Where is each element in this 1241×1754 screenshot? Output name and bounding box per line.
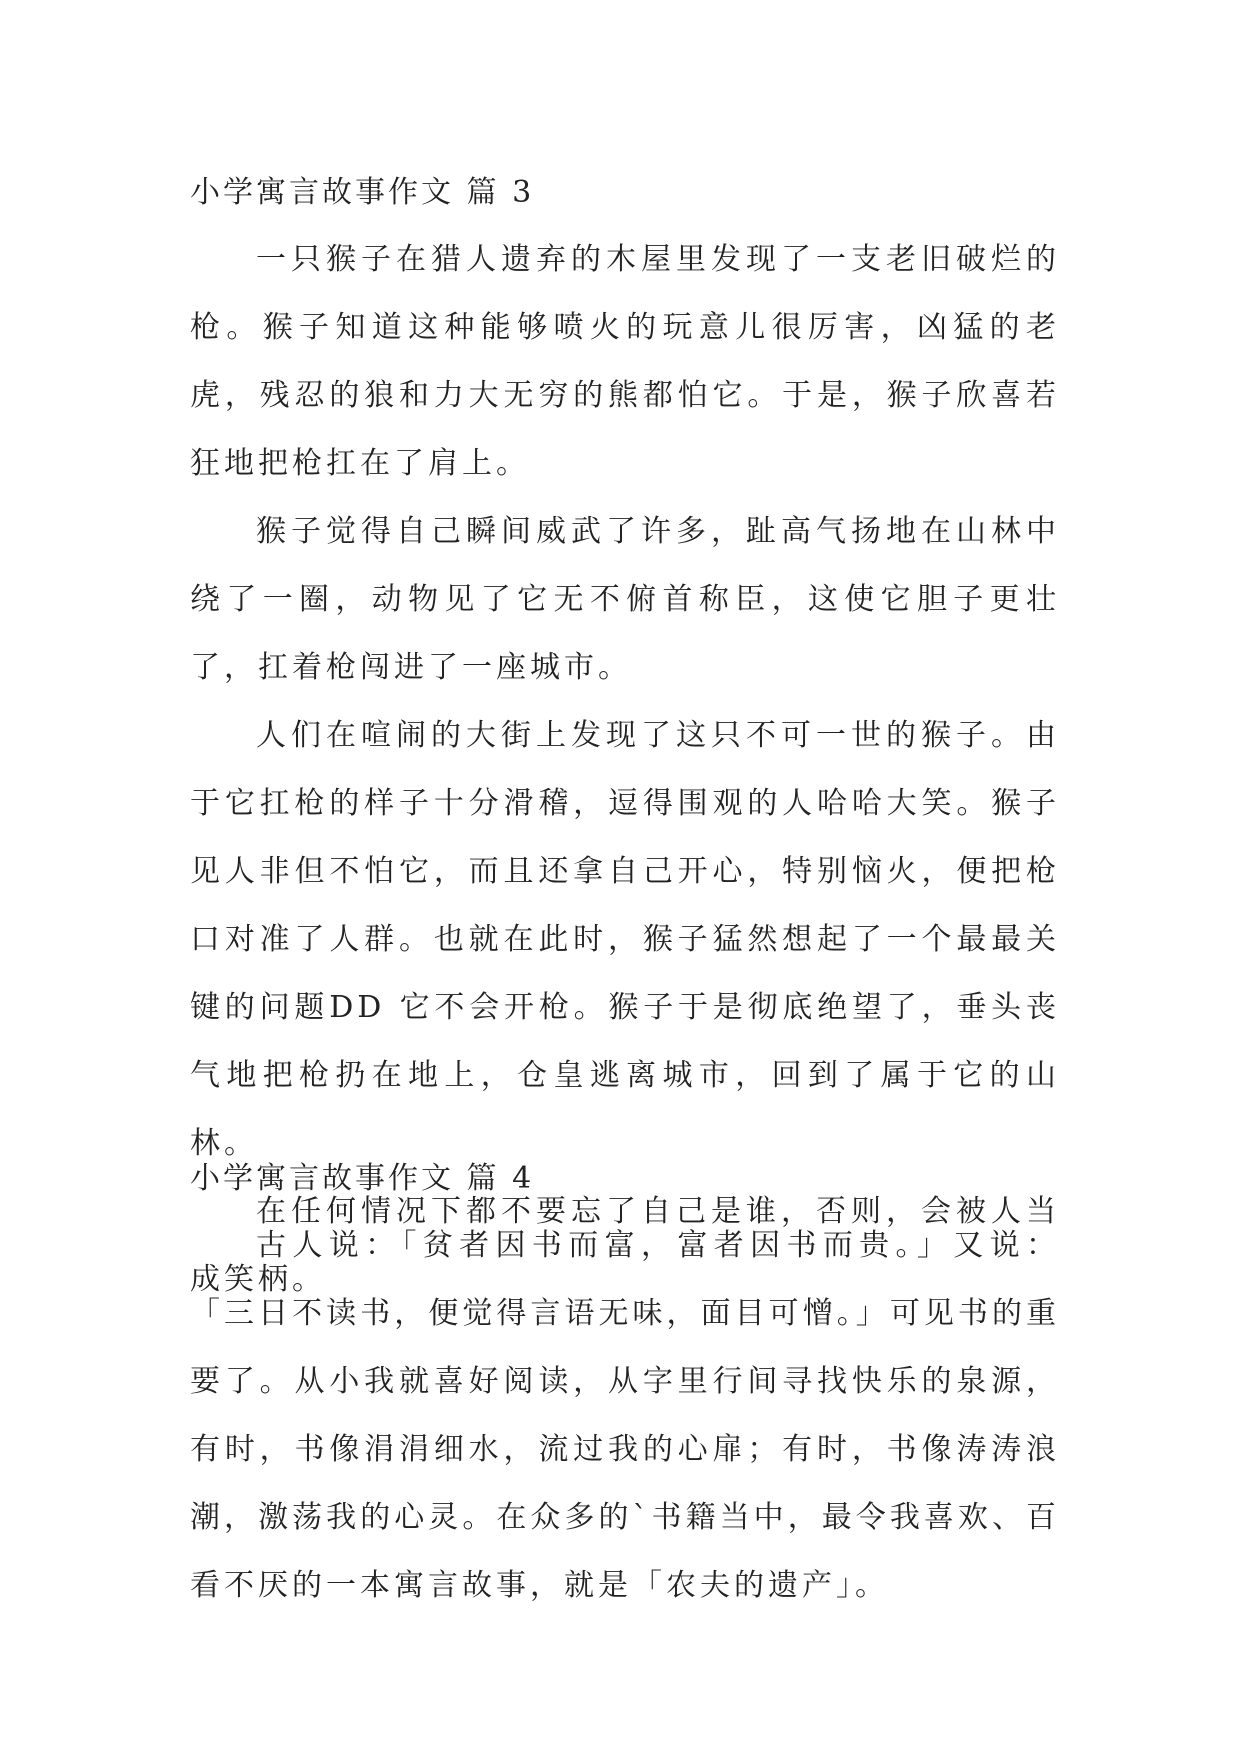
paragraph: 猴子觉得自己瞬间威武了许多，趾高气扬地在山林中绕了一圈，动物见了它无不俯首称臣，这使它胆子更壮了，扛着枪闯进了一座城市。 xyxy=(190,514,1060,685)
essay-section-3 xyxy=(190,160,1060,1314)
paragraph: 在任何情况下都不要忘了自己是谁，否则，会被人当成笑柄。 xyxy=(190,1194,1060,1297)
paragraph: 一只猴子在猎人遗弃的木屋里发现了一支老旧破烂的枪。猴子知道这种能够喷火的玩意儿很厉害，凶猛的老虎，残忍的狼和力大无穷的熊都怕它。于是，猴子欣喜若狂地把枪扛在了肩上。 xyxy=(190,242,1060,481)
essay-section-4 xyxy=(190,1146,1060,1620)
section-heading: 小学寓言故事作文 篇 4 xyxy=(190,1161,535,1196)
section-heading: 小学寓言故事作文 篇 3 xyxy=(190,175,535,210)
paragraph: 古人说：「贫者因书而富，富者因书而贵。」又说：「三日不读书，便觉得言语无味，面目可憎。」可见书的重要了。从小我就喜好阅读，从字里行间寻找快乐的泉源，有时，书像涓涓细水，流过我的心扉；有时，书像涛涛浪潮，激荡我的心灵。在众多的`书籍当中，最令我喜欢、百看不厌的一本寓言故事，就是「农夫的遗产」。 xyxy=(190,1228,1060,1603)
paragraph: 人们在喧闹的大街上发现了这只不可一世的猴子。由于它扛枪的样子十分滑稽，逗得围观的人哈哈大笑。猴子见人非但不怕它，而且还拿自己开心，特别恼火，便把枪口对准了人群。也就在此时，猴子猛然想起了一个最最关键的问题DD 它不会开枪。猴子于是彻底绝望了，垂头丧气地把枪扔在地上，仓皇逃离城市，回到了属于它的山林。 xyxy=(190,718,1060,1161)
